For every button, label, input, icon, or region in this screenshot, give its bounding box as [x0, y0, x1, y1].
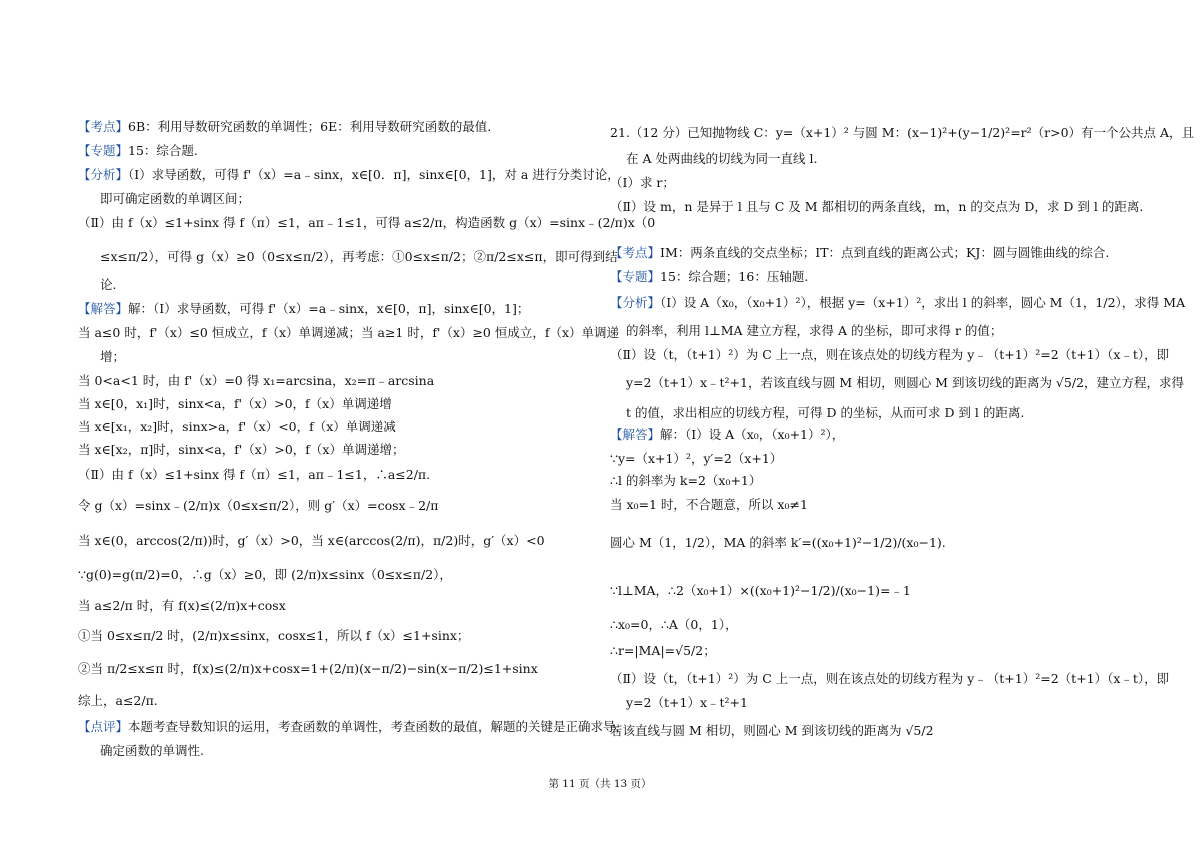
jieda-left-13: ②当 π/2≤x≤π 时，f(x)≤(2/π)x+cosx=1+(2/π)(x−π/2)−sin(x−π/2)≤1+sinx	[78, 661, 538, 676]
jieda-left-11: 当 a≤2/π 时，有 f(x)≤(2/π)x+cosx	[78, 598, 286, 613]
dianping-left-0: 【点评】本题考查导数知识的运用，考查函数的单调性，考查函数的最值，解题的关键是正确求导，	[78, 719, 629, 734]
section-tag: 【专题】	[610, 269, 661, 284]
page-footer: 第 11 页（共 13 页）	[548, 778, 652, 790]
fenxi-right-3: y=2（t+1）x﹣t²+1，若该直线与圆 M 相切，则圆心 M 到该切线的距离为 √5/2，建立方程，求得	[626, 375, 1184, 390]
jieda-left-6: 当 x∈[x₂，π]时，sinx<a，f'（x）>0，f（x）单调递增；	[78, 442, 405, 457]
fenxi-left-1: 即可确定函数的单调区间；	[100, 191, 251, 206]
jieda-left-0: 【解答】解：（Ⅰ）求导函数，可得 f'（x）=a﹣sinx，x∈[0，π]，sinx∈[0，1]；	[78, 301, 530, 316]
jieda-right-10: 若该直线与圆 M 相切，则圆心 M 到该切线的距离为 √5/2	[610, 723, 934, 738]
jieda-left-8: 令 g（x）=sinx﹣(2/π)x（0≤x≤π/2），则 g′（x）=cosx﹣2/π	[78, 498, 439, 513]
fenxi-left-3: ≤x≤π/2），可得 g（x）≥0（0≤x≤π/2），再考虑：①0≤x≤π/2；②π/2≤x≤π，即可得到结	[100, 249, 618, 264]
jieda-right-3: 当 x₀=1 时，不合题意，所以 x₀≠1	[610, 497, 808, 512]
jieda-left-9: 当 x∈(0，arccos(2/π))时，g′（x）>0，当 x∈(arccos(2/π)，π/2)时，g′（x）<0	[78, 533, 545, 548]
jieda-right-8: （Ⅱ）设（t，（t+1）²）为 C 上一点，则在该点处的切线方程为 y﹣（t+1）²=2（t+1）（x﹣t），即	[610, 671, 1170, 686]
jieda-right-2: ∴l 的斜率为 k=2（x₀+1）	[610, 473, 762, 488]
kaodian-right: 【考点】IM：两条直线的交点坐标；IT：点到直线的距离公式；KJ：圆与圆锥曲线的综合.	[610, 245, 1110, 260]
jieda-left-12: ①当 0≤x≤π/2 时，(2/π)x≤sinx，cosx≤1，所以 f（x）≤1+sinx；	[78, 628, 470, 643]
jieda-left-4: 当 x∈[0，x₁]时，sinx<a，f'（x）>0，f（x）单调递增	[78, 396, 392, 411]
problem-1: 在 A 处两曲线的切线为同一直线 l.	[626, 151, 818, 166]
jieda-left-14: 综上，a≤2/π.	[78, 693, 158, 708]
jieda-left-3: 当 0<a<1 时，由 f'（x）=0 得 x₁=arcsina，x₂=π﹣arcsina	[78, 373, 435, 388]
section-tag: 【解答】	[78, 301, 129, 316]
fenxi-right-4: t 的值，求出相应的切线方程，可得 D 的坐标，从而可求 D 到 l 的距离.	[626, 405, 1025, 420]
fenxi-left-2: （Ⅱ）由 f（x）≤1+sinx 得 f（π）≤1，aπ﹣1≤1，可得 a≤2/π，构造函数 g（x）=sinx﹣(2/π)x（0	[78, 215, 656, 230]
zhuanti-left: 【专题】15：综合题.	[78, 143, 198, 158]
fenxi-right-2: （Ⅱ）设（t，（t+1）²）为 C 上一点，则在该点处的切线方程为 y﹣（t+1）²=2（t+1）（x﹣t），即	[610, 347, 1170, 362]
jieda-left-5: 当 x∈[x₁，x₂]时，sinx>a，f'（x）<0，f（x）单调递减	[78, 419, 396, 434]
kaodian-left: 【考点】6B：利用导数研究函数的单调性；6E：利用导数研究函数的最值.	[78, 119, 492, 134]
jieda-right-1: ∵y=（x+1）²，y′=2（x+1）	[610, 451, 783, 466]
section-tag: 【专题】	[78, 143, 129, 158]
dianping-left-1: 确定函数的单调性.	[100, 743, 204, 758]
section-tag: 【解答】	[610, 427, 661, 442]
fenxi-right-0: 【分析】（Ⅰ）设 A（x₀，（x₀+1）²），根据 y=（x+1）²，求出 l 的斜率，圆心 M（1，1/2），求得 MA	[610, 295, 1186, 310]
jieda-left-1: 当 a≤0 时，f'（x）≤0 恒成立，f（x）单调递减；当 a≥1 时，f'（x）≥0 恒成立，f（x）单调递	[78, 325, 620, 340]
problem-2: （Ⅰ）求 r；	[610, 175, 675, 190]
section-tag: 【考点】	[610, 245, 661, 260]
problem-0: 21.（12 分）已知抛物线 C：y=（x+1）² 与圆 M：(x−1)²+(y−1/2)²=r²（r>0）有一个公共点 A，且	[610, 125, 1195, 140]
fenxi-left-0: 【分析】（Ⅰ）求导函数，可得 f'（x）=a﹣sinx，x∈[0．π]，sinx∈[0，1]，对 a 进行分类讨论，	[78, 167, 620, 182]
fenxi-left-4: 论.	[100, 277, 117, 292]
jieda-right-9: y=2（t+1）x﹣t²+1	[626, 695, 748, 710]
jieda-right-6: ∴x₀=0，∴A（0，1），	[610, 617, 738, 632]
problem-3: （Ⅱ）设 m，n 是异于 l 且与 C 及 M 都相切的两条直线，m，n 的交点为 D，求 D 到 l 的距离.	[610, 199, 1144, 214]
fenxi-right-1: 的斜率，利用 l⊥MA 建立方程，求得 A 的坐标，即可求得 r 的值；	[626, 323, 1003, 338]
jieda-right-5: ∵l⊥MA，∴2（x₀+1）×((x₀+1)²−1/2)/(x₀−1)=﹣1	[610, 583, 911, 598]
section-tag: 【点评】	[78, 719, 129, 734]
zhuanti-right: 【专题】15：综合题；16：压轴题.	[610, 269, 809, 284]
section-tag: 【分析】	[610, 295, 661, 310]
jieda-left-2: 增；	[100, 349, 126, 364]
jieda-right-0: 【解答】解：（Ⅰ）设 A（x₀，（x₀+1）²），	[610, 427, 845, 442]
jieda-left-7: （Ⅱ）由 f（x）≤1+sinx 得 f（π）≤1，aπ﹣1≤1，∴a≤2/π.	[78, 467, 431, 482]
jieda-right-7: ∴r=|MA|=√5/2；	[610, 643, 716, 658]
section-tag: 【分析】	[78, 167, 129, 182]
jieda-left-10: ∵g(0)=g(π/2)=0，∴g（x）≥0，即 (2/π)x≤sinx（0≤x≤π/2），	[78, 567, 452, 582]
jieda-right-4: 圆心 M（1，1/2），MA 的斜率 k′=((x₀+1)²−1/2)/(x₀−1).	[610, 535, 946, 550]
section-tag: 【考点】	[78, 119, 129, 134]
